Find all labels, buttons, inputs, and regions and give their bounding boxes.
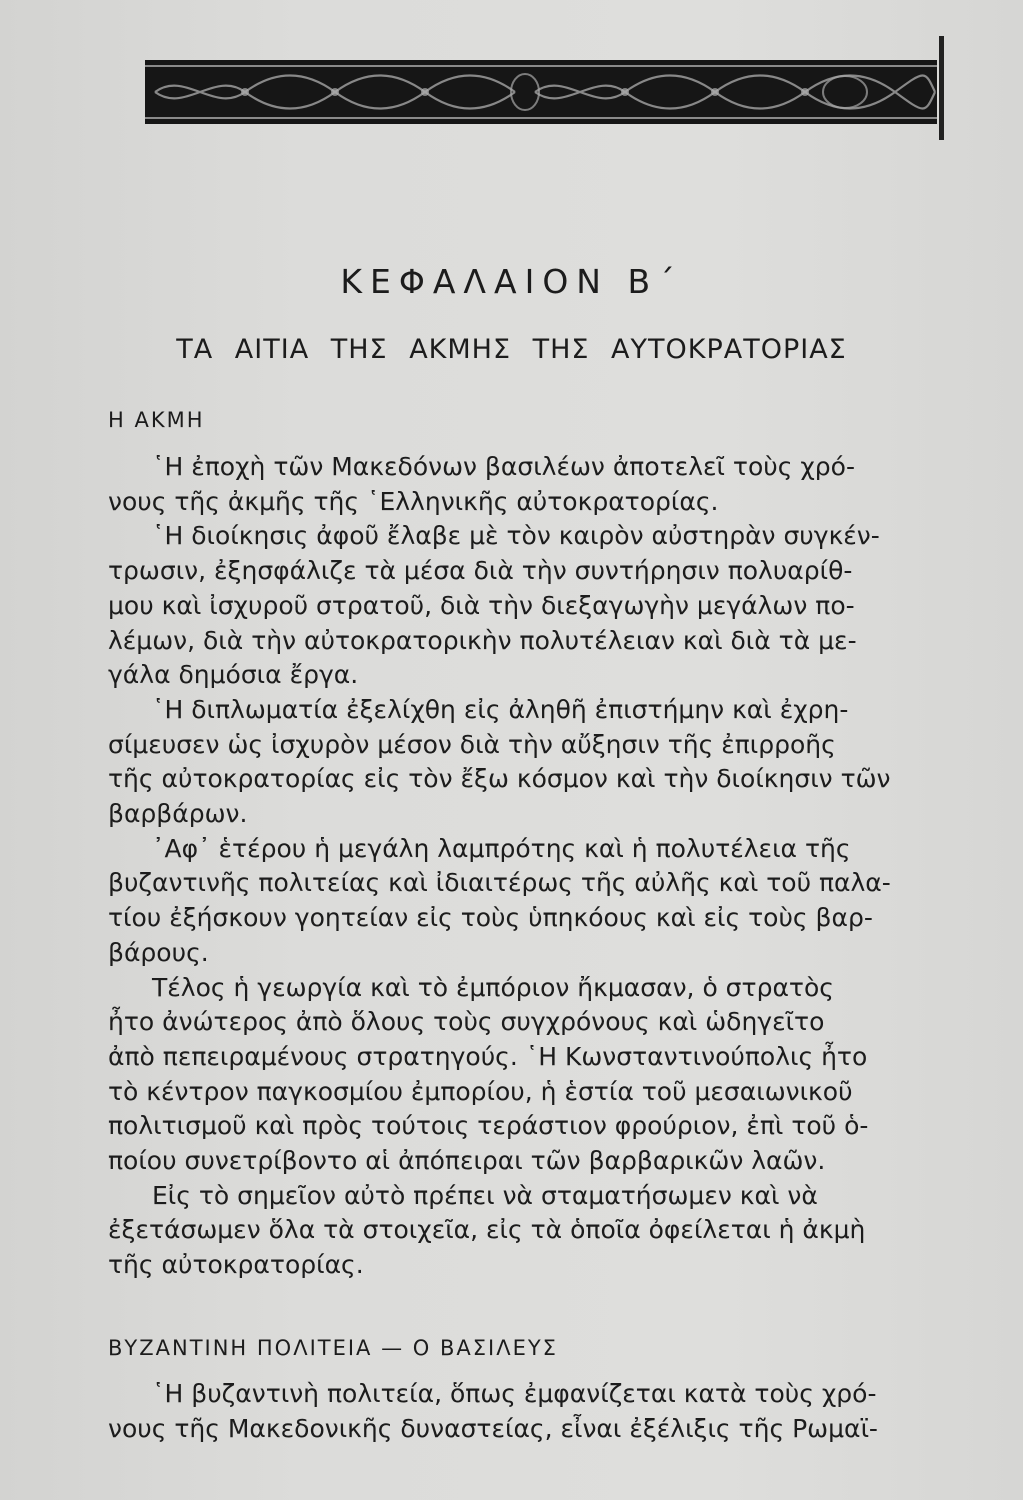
section-heading: Η ΑΚΜΗ [108,408,205,432]
text-line: ἦτο ἀνώτερος ἀπὸ ὅλους τοὺς συγχρόνους καὶ ὡδηγεῖτο [108,1007,825,1037]
text-line: βαρβάρων. [108,799,248,828]
section-heading: ΒΥΖΑΝΤΙΝΗ ΠΟΛΙΤΕΙΑ — Ο ΒΑΣΙΛΕΥΣ [108,1336,558,1360]
text-line: νους τῆς Μακεδονικῆς δυναστείας, εἶναι ἐξέλιξις τῆς Ρωμαϊ- [108,1413,878,1443]
text-line: ῾Η διπλωματία ἐξελίχθη εἰς ἀληθῆ ἐπιστήμην καὶ ἐχρη- [152,694,849,724]
text-line: ποίου συνετρίβοντο αἱ ἀπόπειραι τῶν βαρβαρικῶν λαῶν. [108,1146,826,1175]
text-line: βάρους. [108,937,209,967]
text-line: Τέλος ἡ γεωργία καὶ τὸ ἐμπόριον ἤκμασαν, ὁ στρατὸς [152,972,834,1002]
text-line: ῾Η βυζαντινὴ πολιτεία, ὅπως ἐμφανίζεται κατὰ τοὺς χρό- [152,1379,877,1408]
text-line: τρωσιν, ἐξησφάλιζε τὰ μέσα διὰ τὴν συντήρησιν πολυαρίθ- [108,556,853,586]
page-edge-mark [939,36,944,140]
text-line: ᾽Αφ᾽ ἑτέρου ἡ μεγάλη λαμπρότης καὶ ἡ πολυτέλεια τῆς [152,833,851,863]
text-line: Εἰς τὸ σημεῖον αὐτὸ πρέπει νὰ σταματήσωμεν καὶ νὰ [152,1180,818,1210]
text-line: νους τῆς ἀκμῆς τῆς ῾Ελληνικῆς αὐτοκρατορίας. [108,486,719,516]
text-line: τῆς αὐτοκρατορίας. [108,1250,364,1280]
text-line: ἐξετάσωμεν ὅλα τὰ στοιχεῖα, εἰς τὰ ὁποῖα ὀφείλεται ἡ ἀκμὴ [108,1215,866,1245]
text-line: ῾Η διοίκησις ἀφοῦ ἔλαβε μὲ τὸν καιρὸν αὐστηρὰν συγκέν- [152,521,880,551]
text-line: γάλα δημόσια ἔργα. [108,660,359,690]
text-line: βυζαντινῆς πολιτείας καὶ ἰδιαιτέρως τῆς αὐλῆς καὶ τοῦ παλα- [108,868,891,898]
text-line: τίου ἐξήσκουν γοητείαν εἰς τοὺς ὑπηκόους καὶ εἰς τοὺς βαρ- [108,903,873,933]
ornament-pattern-icon [145,60,937,124]
text-line: πολιτισμοῦ καὶ πρὸς τούτοις τεράστιον φρούριον, ἐπὶ τοῦ ὁ- [108,1111,869,1141]
text-line: τῆς αὐτοκρατορίας εἰς τὸν ἔξω κόσμον καὶ τὴν διοίκησιν τῶν [108,764,891,794]
chapter-subtitle: ΤΑ ΑΙΤΙΑ ΤΗΣ ΑΚΜΗΣ ΤΗΣ ΑΥΤΟΚΡΑΤΟΡΙΑΣ [176,334,847,365]
decorative-header-banner [145,60,937,124]
text-line: σίμευσεν ὡς ἰσχυρὸν μέσον διὰ τὴν αὔξησιν τῆς ἐπιρροῆς [108,729,836,759]
text-line: λέμων, διὰ τὴν αὐτοκρατορικὴν πολυτέλειαν καὶ διὰ τὰ με- [108,625,857,655]
text-line: μου καὶ ἰσχυροῦ στρατοῦ, διὰ τὴν διεξαγωγὴν μεγάλων πο- [108,590,855,620]
text-line: ῾Η ἐποχὴ τῶν Μακεδόνων βασιλέων ἀποτελεῖ τοὺς χρό- [152,452,855,481]
text-line: τὸ κέντρον παγκοσμίου ἐμπορίου, ἡ ἑστία τοῦ μεσαιωνικοῦ [108,1076,853,1106]
text-line: ἀπὸ πεπειραμένους στρατηγούς. ῾Η Κωνσταντινούπολις ἦτο [108,1041,868,1071]
chapter-title: ΚΕΦΑΛΑΙΟΝ Β΄ [340,262,683,301]
